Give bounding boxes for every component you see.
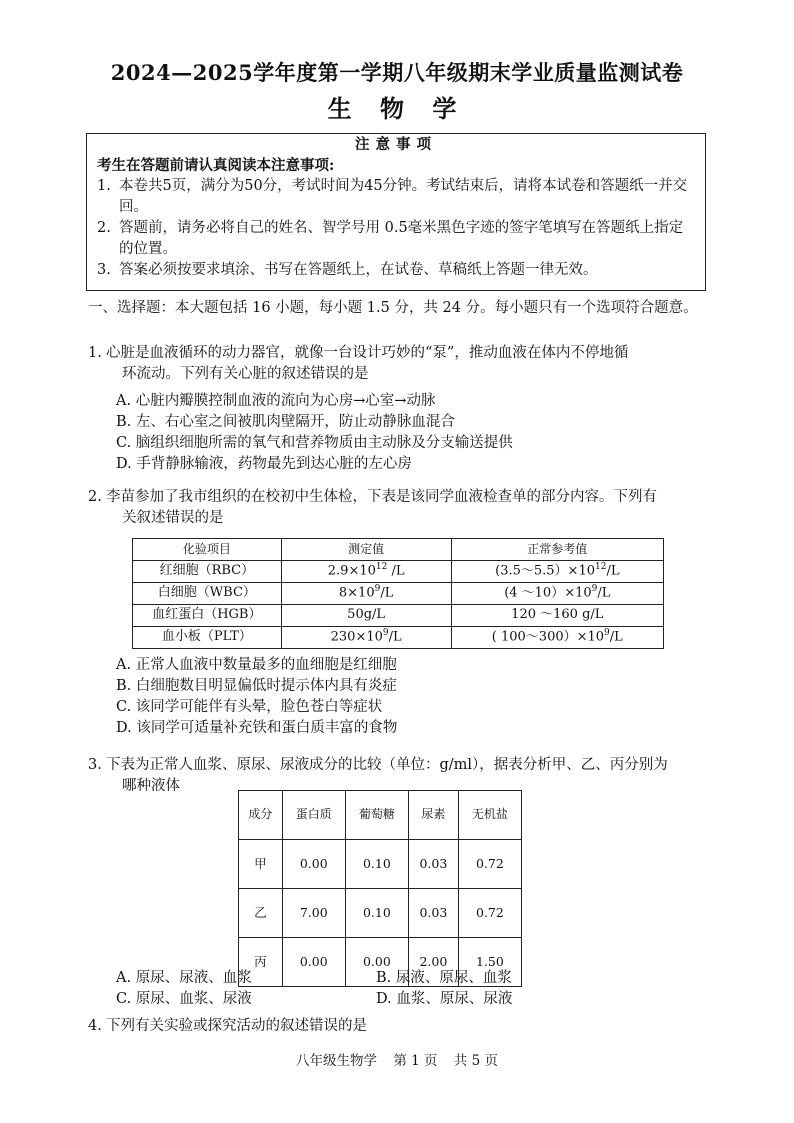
notice-item <box>97 218 695 260</box>
question-stem <box>88 1016 714 1037</box>
page-footer <box>0 1052 794 1072</box>
table-row <box>239 889 522 938</box>
question-stem <box>88 343 714 385</box>
exam-subject: 生 物 学 <box>327 94 467 123</box>
table-cell: 甲 <box>239 840 283 889</box>
question-text-line: 哪种液体 <box>122 778 180 795</box>
table-cell: 红细胞（RBC） <box>133 561 282 583</box>
notice-title: 注意事项 <box>355 136 437 153</box>
option-b: B. 左、右心室之间被肌肉壁隔开，防止动静脉血混合 <box>116 414 455 431</box>
option-d: D. 该同学可适量补充铁和蛋白质丰富的食物 <box>116 720 398 737</box>
table-header-cell: 测定值 <box>281 539 451 561</box>
option-c: C. 该同学可能伴有头晕，脸色苍白等症状 <box>116 699 383 716</box>
section-heading: 一、选择题：本大题包括 16 小题，每小题 1.5 分，共 24 分。每小题只有一个选项符合题意。 <box>88 300 698 316</box>
table-cell: $8\times 10^9/L$ <box>281 583 451 605</box>
question-3-options <box>116 968 636 1010</box>
option-a: A. 正常人血液中数量最多的血细胞是红细胞 <box>116 657 397 673</box>
table-cell: 0.72 <box>458 889 521 938</box>
option-b: B. 尿液、原尿、血浆 <box>376 970 512 986</box>
option-b: B. 白细胞数目明显偏低时提示体内具有炎症 <box>116 678 397 695</box>
table-row <box>239 840 522 889</box>
question-stem <box>88 487 714 529</box>
question-2-options <box>88 655 714 739</box>
notice-item-number: 3. <box>97 262 111 279</box>
table-row <box>133 627 664 649</box>
notice-item <box>97 260 695 281</box>
option-row <box>116 968 636 989</box>
question-text-line: 下列有关实验或探究活动的叙述错误的是 <box>106 1018 367 1034</box>
question-text-line: 下表为正常人血浆、原尿、尿液成分的比较（单位：g/ml），据表分析甲、乙、丙分别为 <box>106 757 668 773</box>
table-cell: $230\times 10^9/L$ <box>281 627 451 649</box>
question-number: 4. <box>88 1018 102 1034</box>
table-cell: 1.50 <box>458 938 521 987</box>
question-text-line: 心脏是血液循环的动力器官，就像一台设计巧妙的“泵”，推动血液在体内不停地循 <box>106 345 629 361</box>
table-cell: 血小板（PLT） <box>133 627 282 649</box>
option-d: D. 手背静脉输液，药物最先到达心脏的左心房 <box>116 456 412 473</box>
table-cell: $(3.5\sim 5.5)\times 10^{12}/L$ <box>451 561 663 583</box>
notice-item <box>97 176 695 218</box>
table-cell: 丙 <box>239 938 283 987</box>
notice-item-number: 1. <box>97 178 111 195</box>
footer-total-pages: 共 5 页 <box>453 1053 498 1069</box>
footer-course: 八年级生物学 <box>296 1053 378 1069</box>
table-row <box>133 605 664 627</box>
question-text-line: 环流动。下列有关心脏的叙述错误的是 <box>122 366 369 383</box>
table-cell: 0.03 <box>408 840 458 889</box>
table-cell: 白细胞（WBC） <box>133 583 282 605</box>
notice-item-text: 本卷共5页，满分为50分，考试时间为45分钟。考试结束后，请将本试卷和答题纸一并交回。 <box>119 178 688 216</box>
table-cell: ( $100\sim 300)\times 10^9/L$ <box>451 627 663 649</box>
blood-test-table <box>132 538 664 649</box>
notice-item-text: 答案必须按要求填涂、书写在答题纸上，在试卷、草稿纸上答题一律无效。 <box>119 262 598 279</box>
table-cell: 0.00 <box>345 938 408 987</box>
question-text-line: 关叙述错误的是 <box>122 510 224 527</box>
table-header-cell: 正常参考值 <box>451 539 663 561</box>
table-cell: (4 $\sim 10)\times 10^9/L$ <box>451 583 663 605</box>
exam-title: 2024—2025学年度第一学期八年级期末学业质量监测试卷 <box>110 60 684 85</box>
table-cell: 7.00 <box>282 889 345 938</box>
table-cell: 0.00 <box>282 938 345 987</box>
question-text-line: 李苗参加了我市组织的在校初中生体检，下表是该同学血液检查单的部分内容。下列有 <box>106 489 657 505</box>
option-row <box>116 989 636 1010</box>
table-cell: 120 ～160 g/L <box>451 605 663 627</box>
table-cell: 0.10 <box>345 889 408 938</box>
question-4 <box>88 1016 714 1037</box>
option-a: A. 原尿、尿液、血浆 <box>116 970 252 986</box>
table-header-cell: 化验项目 <box>133 539 282 561</box>
table-cell: 2.00 <box>408 938 458 987</box>
option-d: D. 血浆、原尿、尿液 <box>376 991 513 1008</box>
table-cell: 0.72 <box>458 840 521 889</box>
table-cell: 0.03 <box>408 889 458 938</box>
option-c: C. 原尿、血浆、尿液 <box>116 991 252 1008</box>
table-row <box>133 561 664 583</box>
table-header-cell: 葡萄糖 <box>345 791 408 840</box>
question-number: 3. <box>88 757 102 773</box>
notice-item-text: 答题前，请务必将自己的姓名、智学号用 0.5毫米黑色字迹的签字笔填写在答题纸上指定的位置。 <box>119 220 684 258</box>
question-2 <box>88 487 714 529</box>
notice-item-number: 2. <box>97 220 111 237</box>
table-cell: 0.00 <box>282 840 345 889</box>
option-a: A. 心脏内瓣膜控制血液的流向为心房→心室→动脉 <box>116 393 436 410</box>
table-row <box>133 583 664 605</box>
table-header-cell: 无机盐 <box>458 791 521 840</box>
table-header-row <box>239 791 522 840</box>
fluid-composition-table <box>238 790 522 987</box>
option-c: C. 脑组织细胞所需的氧气和营养物质由主动脉及分支输送提供 <box>116 435 513 452</box>
question-number: 2. <box>88 489 102 505</box>
table-cell: 50g/L <box>281 605 451 627</box>
question-1 <box>88 343 714 475</box>
notice-box <box>86 133 706 291</box>
table-header-cell: 尿素 <box>408 791 458 840</box>
question-number: 1. <box>88 345 102 361</box>
table-cell: 乙 <box>239 889 283 938</box>
notice-intro: 考生在答题前请认真阅读本注意事项: <box>97 157 335 175</box>
table-header-cell: 成分 <box>239 791 283 840</box>
table-cell: 血红蛋白（HGB） <box>133 605 282 627</box>
table-cell: $2.9\times 10^{12}$ /L <box>281 561 451 583</box>
footer-page-number: 第 1 页 <box>393 1053 438 1069</box>
table-cell: 0.10 <box>345 840 408 889</box>
table-header-cell: 蛋白质 <box>282 791 345 840</box>
table-header-row <box>133 539 664 561</box>
